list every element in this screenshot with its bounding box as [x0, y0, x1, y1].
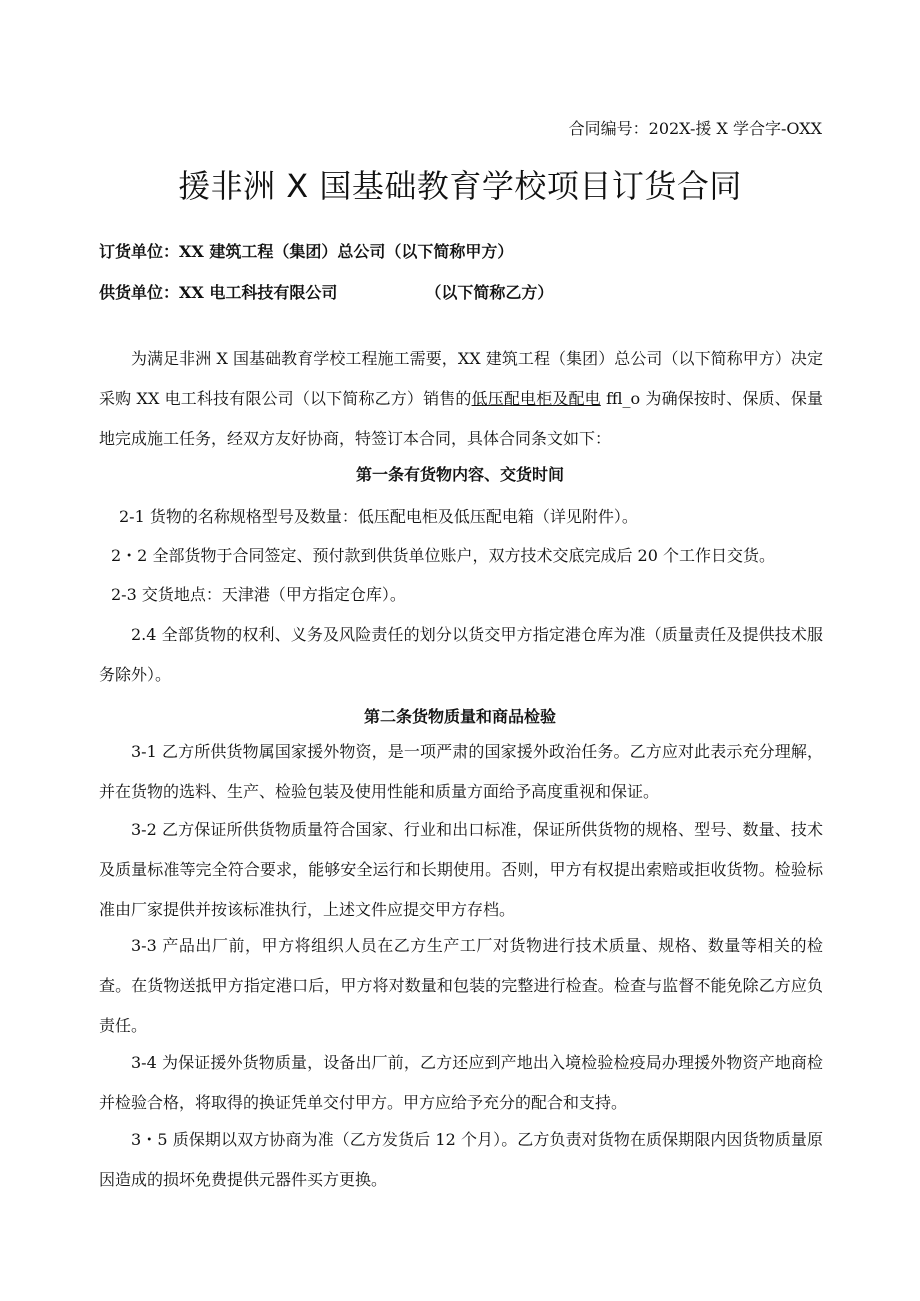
buyer-party — [99, 240, 513, 264]
clause-3-2: 3-2 乙方保证所供货物质量符合国家、行业和出口标准，保证所供货物的规格、型号、数量、技术及质量标准等完全符合要求，能够安全运行和长期使用。否则，甲方有权提出索赔或拒收货物。检验标准由厂家提供并按该标准执行，上述文件应提交甲方存档。 — [99, 820, 823, 919]
section-1-heading: 第一条有货物内容、交货时间 — [355, 465, 564, 484]
clause-2-4: 2.4 全部货物的权利、义务及风险责任的划分以货交甲方指定港仓库为准（质量责任及提供技术服务除外）。 — [99, 625, 823, 684]
supplier-alias: （以下简称乙方） — [425, 283, 554, 302]
intro-paragraph — [99, 339, 823, 459]
buyer-party-text: 订货单位：XX 建筑工程（集团）总公司（以下简称甲方） — [99, 242, 514, 261]
clause-3-3: 3-3 产品出厂前，甲方将组织人员在乙方生产工厂对货物进行技术质量、规格、数量等相关的检查。在货物送抵甲方指定港口后，甲方将对数量和包装的完整进行检查。检查与监督不能免除乙方应负责任。 — [99, 936, 823, 1035]
clause-2-1: 2-1 货物的名称规格型号及数量：低压配电柜及低压配电箱（详见附件）。 — [119, 507, 638, 526]
clause-2-2: 2・2 全部货物于合同签定、预付款到供货单位账户，双方技术交底完成后 20 个工作日交货。 — [111, 546, 775, 565]
clause-2-3: 2-3 交货地点：天津港（甲方指定仓库）。 — [111, 585, 406, 604]
document-title: 援非洲 X 国基础教育学校项目订货合同 — [178, 167, 742, 205]
supplier-party — [99, 281, 553, 305]
clause-3-4: 3-4 为保证援外货物质量，设备出厂前，乙方还应到产地出入境检验检疫局办理援外物资产地商检并检验合格，将取得的换证凭单交付甲方。甲方应给予充分的配合和支持。 — [99, 1053, 823, 1112]
clause-3-1: 3-1 乙方所供货物属国家援外物资，是一项严肃的国家援外政治任务。乙方应对此表示充分理解，并在货物的选料、生产、检验包装及使用性能和质量方面给予高度重视和保证。 — [99, 742, 823, 801]
intro-underlined-text: 低压配电柜及配电 — [471, 389, 601, 408]
intro-text-before: 为满足非洲 X 国基础教育学校工程施工需要，XX 建筑工程（集团）总公司（以下简称甲方）决定采购 XX 电工科技有限公司（以下简称乙方）销售的 — [99, 349, 823, 408]
contract-number: 合同编号：202X-援 X 学合字-OXX — [568, 119, 822, 138]
supplier-name: 供货单位：XX 电工科技有限公司 — [99, 283, 338, 302]
intro-text-after: ffl_o 为确保按时、保质、保量地完成施工任务，经双方友好协商，特签订本合同，具体合同条文如下： — [99, 389, 823, 448]
clause-3-5: 3・5 质保期以双方协商为准（乙方发货后 12 个月）。乙方负责对货物在质保期限内因货物质量原因造成的损坏免费提供元器件买方更换。 — [99, 1130, 823, 1189]
section-2-heading: 第二条货物质量和商品检验 — [363, 707, 556, 726]
